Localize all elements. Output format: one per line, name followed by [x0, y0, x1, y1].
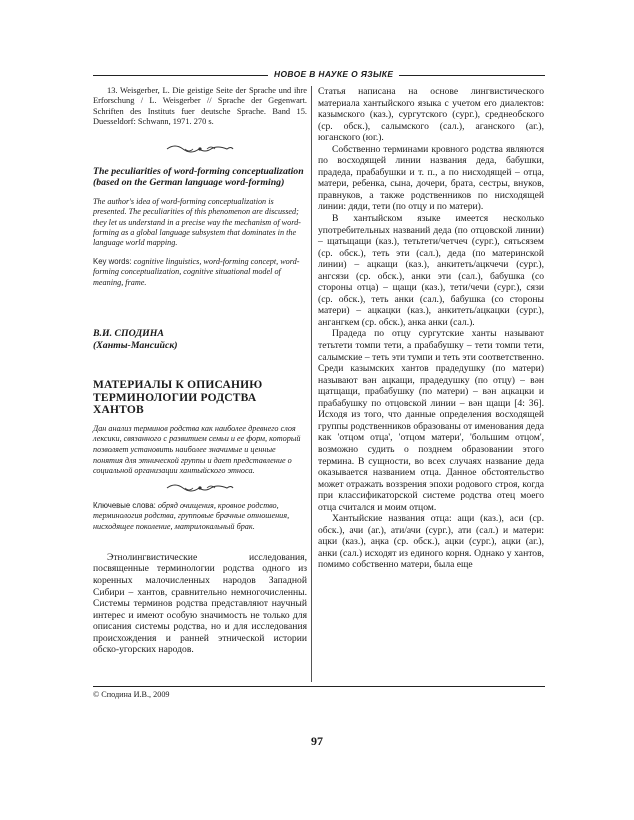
ru-keywords-label: Ключевые слова:: [93, 500, 156, 510]
copyright-note: © Сподина И.В., 2009: [93, 690, 170, 699]
en-article-title: The peculiarities of word-forming conceptualization (based on the German language word-forming): [93, 165, 304, 189]
page-number: 97: [311, 734, 323, 748]
footer-rule: [93, 686, 545, 687]
left-column: [93, 86, 307, 656]
reference-13: 13. Weisgerber, L. Die geistige Seite der Sprache und ihre Erforschung / L. Weisgerber // Sprache der Gegenwart. Schriften des Instituts fuer deutsche Sprache. Band 15. Duesseldorf: Schwann, 1971. 270 s.: [93, 86, 307, 127]
column-divider: [311, 86, 312, 682]
body-paragraph-3: В хантыйском языке имеется несколько употребительных названий деда (по отцовской линии) – щатьщащи (каз.), тетьтети/четчеч (сург.), сятьсязем (ср. обск.), теть эти (сал.), деда (по материнской линии) – ацкащи (каз.), анкитеть/ацкчечи (сург.), ангсязи (ср. обск.), анки эти (сал.), бабушка (со стороны отца) – щащи (каз.), тети/чечи (сург.), сязи (ср. обск.), теть анки (сал.), бабушка (со стороны матери) – ацкацки (каз.), анкитеть/ацкацки (сург.), ангангкем (ср. обск.), анка анки (сал.).: [318, 213, 544, 328]
ru-article-title: МАТЕРИАЛЫ К ОПИСАНИЮ ТЕРМИНОЛОГИИ РОДСТВА ХАНТОВ: [93, 379, 263, 417]
en-abstract: The author's idea of word-forming conceptualization is presented. The peculiarities of this phenomenon are discussed; they let us understand in a precise way the mechanism of word-forming as a global language subsystem that dominates in the language world mapping.: [93, 196, 301, 248]
body-paragraph-intro: Этнолингвистические исследования, посвященные терминологии родства одного из коренных малочисленных народов Западной Сибири – хантов, сравнительно немногочисленны. Системы терминов родства представляют научный интерес и имеют особую значимость не только для описания системы родства, но и для исследования происхождения и ранней этнической истории обско-угорских народов.: [93, 551, 307, 656]
body-paragraph-5: Хантыйские названия отца: ащи (каз.), аси (ср. обск.), ачи (аг.), ати/ачи (сург.), ати (сал.) и матери: ацки (каз.), аңка (ср. обск.), ацки (сург.), ацки (аг.), анки (сал.) исходят из единого корня. Однако у хантов, помимо собственно матери, была еще: [318, 513, 544, 571]
ru-keywords-text: обряд очищения, кровное родство, терминология родства, групповые брачные отношения, нисходящее поколение, матрилокальный брак.: [93, 500, 290, 531]
body-paragraph-4: Прадеда по отцу сургутские ханты называют тетьтети томпи тети, а прабабушку – тети томпи тети, салымские – теть эти тумпи и теть эти соответственно. Среди казымских хантов прадедушку (по матери) называют вән ацкащи, прадедушку (по отцу) – вән щатщащи, прабабушку (по матери) – вән ацкацки и прабабушку по отцовской линии – вән щащи [4: 36]. Исходя из того, что данные определения восходящей группы родственников образованы от именования деда как 'отцом отца', 'отцом матери', 'большим отцом', возможно судить о позднем образовании этого термина. В сущности, во всех случаях название деда оказывается названием отца. Данное обстоятельство может отражать воззрения эпохи родового строя, когда при классификаторской системе родства отец моего отца считался и моим отцом.: [318, 328, 544, 513]
author-name: В.И. СПОДИНА: [93, 328, 164, 340]
ru-keywords: [93, 501, 307, 532]
body-paragraph-1: Статья написана на основе лингвистического материала хантыйского языка с учетом его диалектов: казымского (каз.), сургутского (сург.), среднеобского (ср. обск.), салымского (сал.), аганского (аг.), юганского (юг.).: [318, 86, 544, 144]
en-keywords: [93, 257, 307, 288]
right-column: [318, 86, 544, 571]
en-keywords-label: Key words:: [93, 256, 132, 266]
ru-abstract: Дан анализ терминов родства как наиболее древнего слоя лексики, связанного с развитием семьи и ее форм, который позволяет установить наиболее значимые и ценные понятия для этнической группы и дает представление о социальной организации хантыйского этноса.: [93, 423, 301, 476]
author-affiliation: (Ханты-Мансийск): [93, 339, 178, 351]
en-keywords-text: cognitive linguistics, word-forming concept, word-forming conceptualization, cognitive situational model of meaning, frame.: [93, 256, 300, 287]
flourish-ornament-icon: [93, 142, 307, 160]
flourish-ornament-icon: [93, 481, 307, 499]
body-paragraph-2: Собственно терминами кровного родства являются по восходящей линии названия деда, бабушки, прадеда, прабабушки и т. п., а по нисходящей – отца, матери, ребенка, сына, дочери, брата, сестры, внуков, правнуков, а также родственников по нисходящей линии: дяди, тети (по отцу и по матери).: [318, 143, 544, 213]
running-header: НОВОЕ В НАУКЕ О ЯЗЫКЕ: [268, 68, 399, 81]
